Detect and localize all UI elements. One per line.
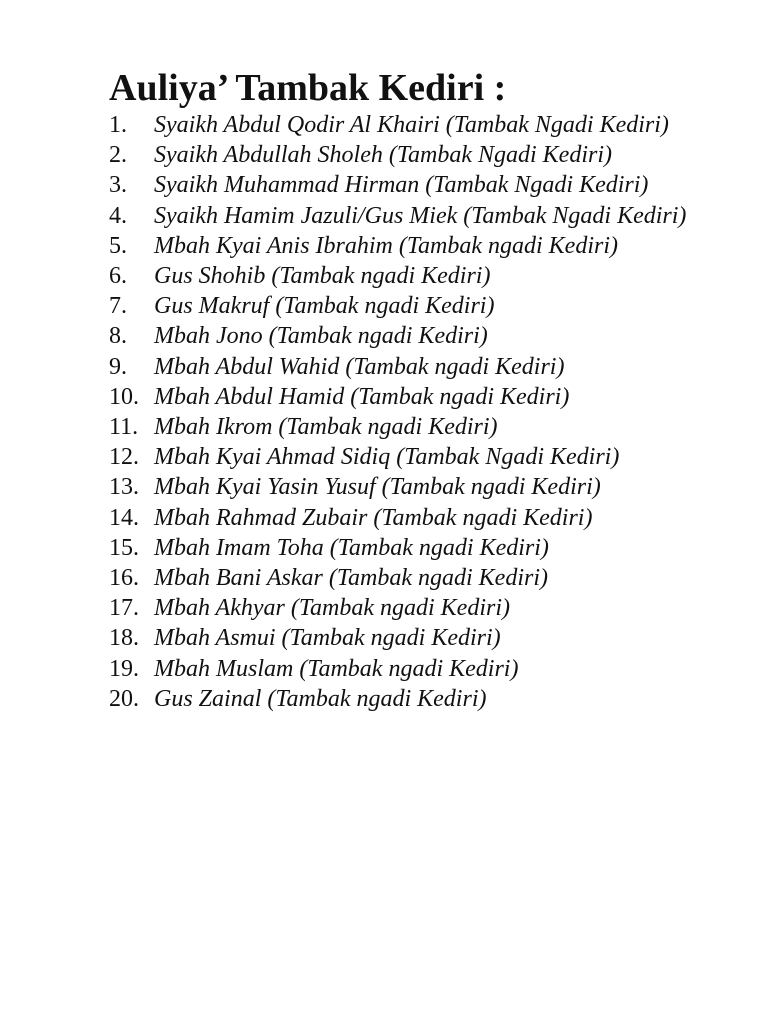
- item-number: 7.: [109, 293, 127, 320]
- item-text: Mbah Bani Askar (Tambak ngadi Kediri): [154, 565, 548, 592]
- list-item: [109, 533, 691, 563]
- item-text: Mbah Abdul Hamid (Tambak ngadi Kediri): [154, 383, 570, 410]
- item-text: Mbah Kyai Ahmad Sidiq (Tambak Ngadi Kediri): [154, 444, 620, 471]
- list-item: [109, 503, 691, 533]
- list-item: [109, 291, 691, 321]
- item-text: Mbah Muslam (Tambak ngadi Kediri): [154, 655, 519, 682]
- item-number: 2.: [109, 142, 127, 169]
- list-item: [109, 201, 691, 231]
- list-item: [109, 472, 691, 502]
- item-number: 12.: [109, 444, 139, 471]
- item-number: 5.: [109, 232, 127, 259]
- list-item: [109, 654, 691, 684]
- item-text: Gus Makruf (Tambak ngadi Kediri): [154, 293, 495, 320]
- item-number: 19.: [109, 655, 139, 682]
- item-number: 16.: [109, 565, 139, 592]
- list-item: [109, 593, 691, 623]
- list-item: [109, 321, 691, 351]
- item-text: Syaikh Abdullah Sholeh (Tambak Ngadi Kediri): [154, 142, 612, 169]
- item-text: Syaikh Abdul Qodir Al Khairi (Tambak Ngadi Kediri): [154, 112, 669, 138]
- item-text: Gus Zainal (Tambak ngadi Kediri): [154, 685, 487, 712]
- item-number: 3.: [109, 172, 127, 199]
- list-item: [109, 442, 691, 472]
- list-item: [109, 382, 691, 412]
- list-item: [109, 110, 691, 140]
- item-number: 13.: [109, 474, 139, 501]
- item-text: Mbah Kyai Anis Ibrahim (Tambak ngadi Kediri): [154, 232, 619, 259]
- list-item: [109, 231, 691, 261]
- item-number: 9.: [109, 353, 127, 380]
- list-item: [109, 684, 691, 714]
- item-text: Mbah Rahmad Zubair (Tambak ngadi Kediri): [154, 504, 593, 531]
- item-number: 14.: [109, 504, 139, 531]
- item-text: Gus Shohib (Tambak ngadi Kediri): [154, 263, 491, 290]
- item-number: 10.: [109, 383, 139, 410]
- item-text: Syaikh Muhammad Hirman (Tambak Ngadi Kediri): [154, 172, 649, 199]
- item-number: 15.: [109, 534, 139, 561]
- list-item: [109, 563, 691, 593]
- item-text: Mbah Asmui (Tambak ngadi Kediri): [154, 625, 501, 652]
- item-number: 8.: [109, 323, 127, 350]
- auliya-list: [109, 110, 691, 714]
- item-number: 4.: [109, 202, 127, 229]
- item-number: 20.: [109, 685, 139, 712]
- item-text: Mbah Abdul Wahid (Tambak ngadi Kediri): [154, 353, 565, 380]
- item-number: 18.: [109, 625, 139, 652]
- item-text: Mbah Kyai Yasin Yusuf (Tambak ngadi Kediri): [154, 474, 601, 501]
- list-item: [109, 261, 691, 291]
- item-number: 17.: [109, 595, 139, 622]
- item-text: Mbah Jono (Tambak ngadi Kediri): [154, 323, 488, 350]
- item-number: 1.: [109, 112, 127, 138]
- item-text: Mbah Imam Toha (Tambak ngadi Kediri): [154, 534, 549, 561]
- list-item: [109, 140, 691, 170]
- list-item: [109, 412, 691, 442]
- list-item: [109, 170, 691, 200]
- item-text: Mbah Ikrom (Tambak ngadi Kediri): [154, 414, 498, 441]
- item-text: Mbah Akhyar (Tambak ngadi Kediri): [154, 595, 510, 622]
- item-number: 11.: [109, 414, 139, 441]
- item-text: Syaikh Hamim Jazuli/Gus Miek (Tambak Ngadi Kediri): [154, 202, 687, 229]
- item-number: 6.: [109, 263, 127, 290]
- list-item: [109, 623, 691, 653]
- page-title: Auliya’ Tambak Kediri :: [109, 67, 507, 109]
- list-item: [109, 352, 691, 382]
